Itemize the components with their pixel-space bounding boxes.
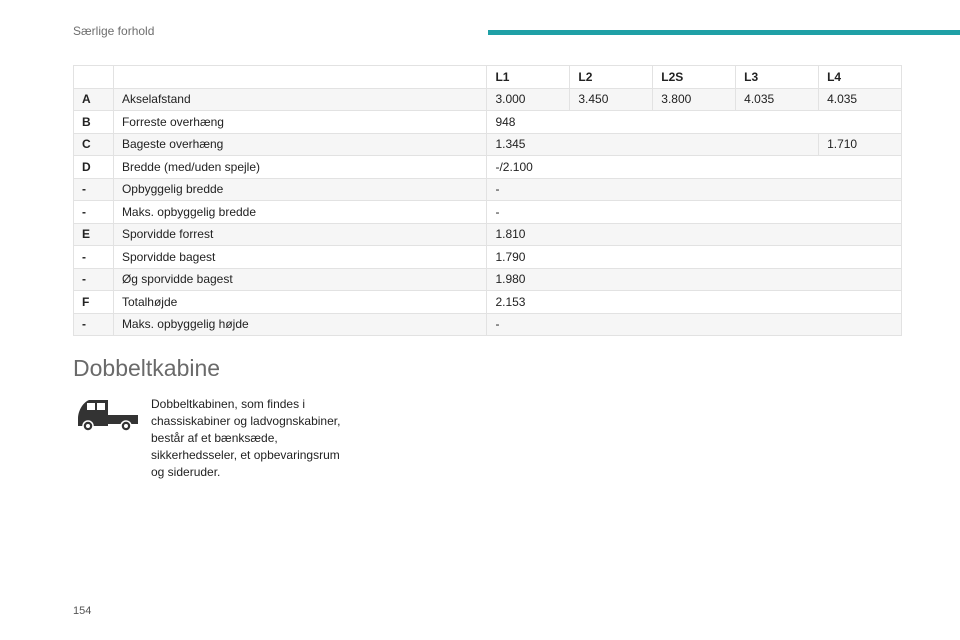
row-value: 1.790 xyxy=(487,246,902,269)
row-code: E xyxy=(74,223,114,246)
row-value: - xyxy=(487,313,902,336)
row-label: Sporvidde bagest xyxy=(113,246,487,269)
row-code: - xyxy=(74,313,114,336)
table-row xyxy=(74,111,902,134)
double-cab-truck-icon xyxy=(76,398,140,432)
row-value: - xyxy=(487,201,902,224)
table-row xyxy=(74,88,902,111)
table-row xyxy=(74,246,902,269)
section-heading: Dobbeltkabine xyxy=(73,355,221,381)
row-value: 1.810 xyxy=(487,223,902,246)
table-header-row xyxy=(74,66,902,89)
row-value: 3.800 xyxy=(653,88,736,111)
row-value: 4.035 xyxy=(736,88,819,111)
table-row xyxy=(74,223,902,246)
table-row xyxy=(74,201,902,224)
row-label: Forreste overhæng xyxy=(113,111,487,134)
table-row xyxy=(74,156,902,179)
row-value: 1.345 xyxy=(487,133,819,156)
row-code: D xyxy=(74,156,114,179)
row-value: 2.153 xyxy=(487,291,902,314)
section-title: Særlige forhold xyxy=(73,24,155,38)
row-label: Opbyggelig bredde xyxy=(113,178,487,201)
row-value: 1.980 xyxy=(487,268,902,291)
table-row xyxy=(74,133,902,156)
row-code: A xyxy=(74,88,114,111)
table-row xyxy=(74,313,902,336)
row-label: Bredde (med/uden spejle) xyxy=(113,156,487,179)
row-value: 3.450 xyxy=(570,88,653,111)
column-header: L4 xyxy=(819,66,902,89)
row-value: 1.710 xyxy=(819,133,902,156)
section-body-text: Dobbeltkabinen, som findes i chassiskabiner og ladvognskabiner, består af et bænksæde, sikkerhedsseler, et opbevaringsrum og sideruder. xyxy=(151,397,341,479)
row-code: - xyxy=(74,268,114,291)
table-row xyxy=(74,291,902,314)
column-header: L2S xyxy=(653,66,736,89)
row-label: Øg sporvidde bagest xyxy=(113,268,487,291)
row-label: Totalhøjde xyxy=(113,291,487,314)
row-code: - xyxy=(74,178,114,201)
column-header: L1 xyxy=(487,66,570,89)
page-number: 154 xyxy=(73,605,92,617)
row-code: B xyxy=(74,111,114,134)
header-empty-cell xyxy=(74,66,114,89)
row-label: Akselafstand xyxy=(113,88,487,111)
row-label: Bageste overhæng xyxy=(113,133,487,156)
row-label: Maks. opbyggelig bredde xyxy=(113,201,487,224)
row-value: 948 xyxy=(487,111,902,134)
column-header: L3 xyxy=(736,66,819,89)
row-label: Sporvidde forrest xyxy=(113,223,487,246)
row-value: 3.000 xyxy=(487,88,570,111)
row-value: - xyxy=(487,178,902,201)
row-code: C xyxy=(74,133,114,156)
header-accent-bar xyxy=(488,30,960,35)
header-empty-cell xyxy=(113,66,487,89)
row-label: Maks. opbyggelig højde xyxy=(113,313,487,336)
row-value: -/2.100 xyxy=(487,156,902,179)
row-code: - xyxy=(74,246,114,269)
table-row xyxy=(74,178,902,201)
row-value: 4.035 xyxy=(819,88,902,111)
row-code: F xyxy=(74,291,114,314)
dimensions-table xyxy=(73,65,902,336)
column-header: L2 xyxy=(570,66,653,89)
table-row xyxy=(74,268,902,291)
row-code: - xyxy=(74,201,114,224)
